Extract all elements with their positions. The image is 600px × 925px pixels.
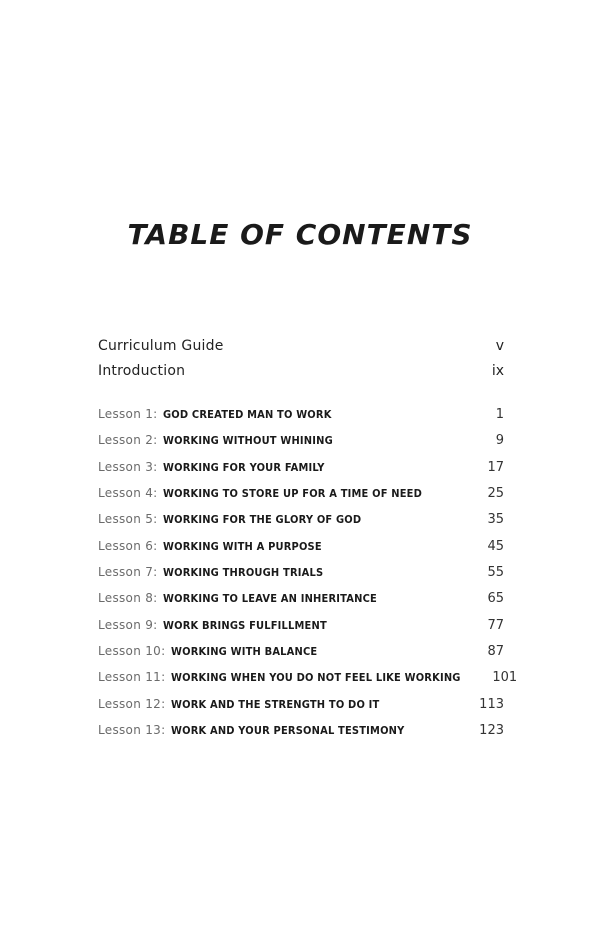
toc-entry-lesson-12[interactable] [98,693,504,712]
lesson-number: Lesson 2: [98,433,158,447]
lesson-page: 35 [487,512,504,527]
lesson-number: Lesson 3: [98,460,158,474]
lesson-number: Lesson 7: [98,565,158,579]
lesson-title: GOD CREATED MAN TO WORK [162,408,332,421]
lesson-page: 17 [487,460,504,475]
page-title: TABLE OF CONTENTS [127,218,473,251]
lesson-title: WORKING WITHOUT WHINING [162,434,333,447]
toc-entry-introduction[interactable] [98,363,504,379]
lesson-number: Lesson 12: [98,697,166,711]
toc-entry-lesson-13[interactable] [98,719,504,738]
toc-entry-lesson-6[interactable] [98,535,504,554]
lesson-page: 65 [487,591,504,606]
lesson-title: WORK BRINGS FULFILLMENT [162,619,327,632]
lesson-page: 25 [487,486,504,501]
lesson-page: 113 [479,697,504,712]
lesson-number: Lesson 13: [98,723,166,737]
toc-entry-lesson-9[interactable] [98,614,504,633]
lesson-number: Lesson 4: [98,486,158,500]
lesson-page: 55 [487,565,504,580]
toc-entry-lesson-2[interactable] [98,429,504,448]
toc-entry-page: ix [491,363,504,379]
toc-entry-lesson-11[interactable] [98,666,518,685]
toc-entry-label: Introduction [98,363,186,379]
toc-entry-lesson-8[interactable] [98,587,504,606]
lesson-title: WORKING TO LEAVE AN INHERITANCE [162,592,377,605]
toc-entry-lesson-1[interactable] [98,403,504,422]
lesson-page: 77 [487,618,504,633]
toc-entry-lesson-4[interactable] [98,482,504,501]
lesson-number: Lesson 10: [98,644,166,658]
lesson-page: 9 [495,433,504,448]
lesson-title: WORKING FOR THE GLORY OF GOD [162,513,361,526]
lesson-title: WORK AND THE STRENGTH TO DO IT [170,698,379,711]
toc-entry-lesson-3[interactable] [98,456,504,475]
lesson-page: 101 [492,670,518,685]
lesson-title: WORKING WITH BALANCE [170,645,317,658]
lesson-page: 45 [487,539,504,554]
lesson-number: Lesson 6: [98,539,158,553]
lesson-page: 123 [479,723,504,738]
lesson-page: 87 [487,644,504,659]
lesson-page: 1 [495,407,504,422]
toc-entry-curriculum-guide[interactable] [98,338,504,354]
lesson-title: WORK AND YOUR PERSONAL TESTIMONY [170,724,405,737]
lesson-number: Lesson 11: [98,670,166,684]
lesson-number: Lesson 5: [98,512,158,526]
toc-entry-lesson-10[interactable] [98,640,504,659]
lesson-title: WORKING FOR YOUR FAMILY [162,461,325,474]
lesson-title: WORKING THROUGH TRIALS [162,566,323,579]
lesson-title: WORKING TO STORE UP FOR A TIME OF NEED [162,487,422,500]
lesson-number: Lesson 9: [98,618,158,632]
lesson-number: Lesson 1: [98,407,158,421]
toc-entry-lesson-7[interactable] [98,561,504,580]
lesson-title: WORKING WHEN YOU DO NOT FEEL LIKE WORKING [170,671,461,684]
toc-entry-lesson-5[interactable] [98,508,504,527]
toc-entry-page: v [495,338,504,354]
lesson-number: Lesson 8: [98,591,158,605]
lesson-title: WORKING WITH A PURPOSE [162,540,322,553]
toc-entry-label: Curriculum Guide [98,338,224,354]
